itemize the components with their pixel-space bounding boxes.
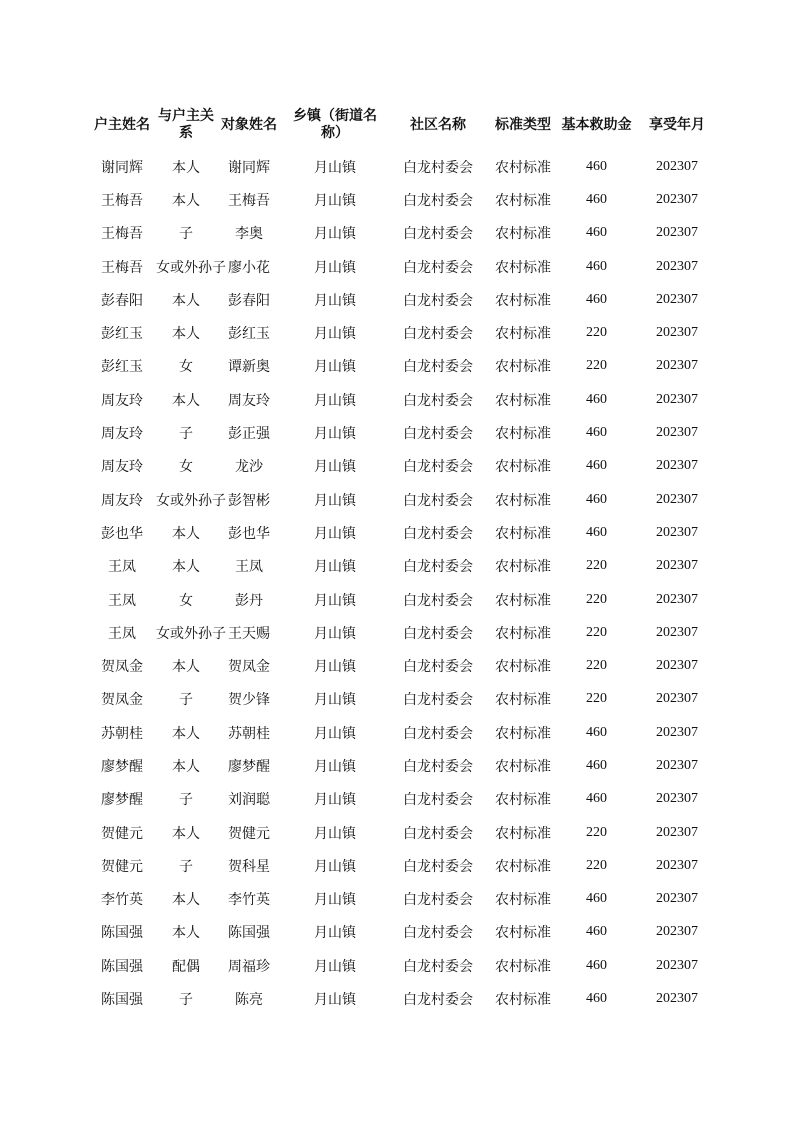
- header-period: 享受年月: [649, 116, 705, 133]
- cell-recipient-name: 贺凤金: [228, 659, 270, 676]
- cell-householder-name: 苏朝桂: [101, 725, 143, 742]
- cell-period: 202307: [656, 891, 698, 907]
- cell-community: 白龙村委会: [403, 326, 473, 343]
- cell-recipient-name: 贺少锋: [228, 692, 270, 709]
- cell-period: 202307: [656, 524, 698, 540]
- cell-period: 202307: [656, 425, 698, 441]
- table-row: [88, 350, 719, 383]
- cell-relationship: 本人: [172, 326, 200, 343]
- table-row: [88, 716, 719, 749]
- cell-recipient-name: 贺科星: [228, 858, 270, 875]
- cell-relationship: 本人: [172, 892, 200, 909]
- cell-community: 白龙村委会: [403, 226, 473, 243]
- cell-householder-name: 彭也华: [101, 525, 143, 542]
- header-community: 社区名称: [410, 116, 466, 133]
- cell-basic-relief: 220: [586, 591, 607, 607]
- cell-period: 202307: [656, 924, 698, 940]
- cell-township: 月山镇: [314, 559, 356, 576]
- cell-recipient-name: 彭也华: [228, 525, 270, 542]
- header-relationship: 与户主关系: [158, 108, 214, 141]
- cell-period: 202307: [656, 225, 698, 241]
- header-recipient-name: 对象姓名: [221, 116, 277, 133]
- cell-township: 月山镇: [314, 359, 356, 376]
- cell-community: 白龙村委会: [403, 492, 473, 509]
- cell-basic-relief: 220: [586, 558, 607, 574]
- cell-recipient-name: 彭智彬: [228, 492, 270, 509]
- cell-householder-name: 彭春阳: [101, 292, 143, 309]
- cell-township: 月山镇: [314, 992, 356, 1009]
- cell-township: 月山镇: [314, 326, 356, 343]
- cell-community: 白龙村委会: [403, 925, 473, 942]
- cell-township: 月山镇: [314, 192, 356, 209]
- cell-township: 月山镇: [314, 659, 356, 676]
- table-row: [88, 949, 719, 982]
- cell-recipient-name: 彭红玉: [228, 326, 270, 343]
- cell-recipient-name: 廖小花: [228, 259, 270, 276]
- cell-standard-type: 农村标准: [495, 725, 551, 742]
- cell-recipient-name: 苏朝桂: [228, 725, 270, 742]
- cell-relationship: 本人: [172, 159, 200, 176]
- header-standard-type: 标准类型: [495, 116, 551, 133]
- cell-period: 202307: [656, 325, 698, 341]
- cell-standard-type: 农村标准: [495, 692, 551, 709]
- table-row: [88, 916, 719, 949]
- table-row: [88, 583, 719, 616]
- cell-period: 202307: [656, 824, 698, 840]
- table-row: [88, 683, 719, 716]
- table-row: [88, 883, 719, 916]
- cell-community: 白龙村委会: [403, 259, 473, 276]
- cell-householder-name: 贺健元: [101, 825, 143, 842]
- cell-standard-type: 农村标准: [495, 992, 551, 1009]
- cell-community: 白龙村委会: [403, 292, 473, 309]
- cell-relationship: 女: [179, 359, 193, 376]
- relief-roster-table: [88, 100, 719, 1016]
- cell-recipient-name: 谢同辉: [228, 159, 270, 176]
- cell-basic-relief: 460: [586, 957, 607, 973]
- cell-standard-type: 农村标准: [495, 659, 551, 676]
- cell-basic-relief: 220: [586, 691, 607, 707]
- cell-householder-name: 贺健元: [101, 858, 143, 875]
- cell-basic-relief: 460: [586, 258, 607, 274]
- cell-basic-relief: 460: [586, 524, 607, 540]
- cell-recipient-name: 廖梦醒: [228, 758, 270, 775]
- cell-period: 202307: [656, 291, 698, 307]
- cell-period: 202307: [656, 757, 698, 773]
- cell-community: 白龙村委会: [403, 625, 473, 642]
- cell-relationship: 女或外孙子: [156, 259, 226, 276]
- table-row: [88, 250, 719, 283]
- cell-basic-relief: 460: [586, 191, 607, 207]
- cell-basic-relief: 220: [586, 658, 607, 674]
- cell-householder-name: 陈国强: [101, 925, 143, 942]
- table-row: [88, 550, 719, 583]
- cell-township: 月山镇: [314, 492, 356, 509]
- cell-relationship: 本人: [172, 559, 200, 576]
- cell-relationship: 本人: [172, 392, 200, 409]
- table-row: [88, 616, 719, 649]
- cell-township: 月山镇: [314, 692, 356, 709]
- cell-period: 202307: [656, 391, 698, 407]
- table-row: [88, 982, 719, 1015]
- cell-standard-type: 农村标准: [495, 758, 551, 775]
- cell-community: 白龙村委会: [403, 792, 473, 809]
- cell-basic-relief: 460: [586, 924, 607, 940]
- cell-township: 月山镇: [314, 825, 356, 842]
- cell-standard-type: 农村标准: [495, 559, 551, 576]
- cell-standard-type: 农村标准: [495, 192, 551, 209]
- cell-period: 202307: [656, 991, 698, 1007]
- cell-community: 白龙村委会: [403, 192, 473, 209]
- cell-standard-type: 农村标准: [495, 625, 551, 642]
- cell-basic-relief: 460: [586, 225, 607, 241]
- cell-recipient-name: 贺健元: [228, 825, 270, 842]
- cell-standard-type: 农村标准: [495, 892, 551, 909]
- cell-relationship: 本人: [172, 292, 200, 309]
- header-householder-name: 户主姓名: [94, 116, 150, 133]
- cell-community: 白龙村委会: [403, 958, 473, 975]
- cell-period: 202307: [656, 158, 698, 174]
- cell-standard-type: 农村标准: [495, 392, 551, 409]
- header-basic-relief: 基本救助金: [561, 116, 632, 133]
- cell-standard-type: 农村标准: [495, 592, 551, 609]
- cell-basic-relief: 460: [586, 158, 607, 174]
- cell-township: 月山镇: [314, 792, 356, 809]
- cell-township: 月山镇: [314, 592, 356, 609]
- cell-recipient-name: 谭新奥: [228, 359, 270, 376]
- cell-period: 202307: [656, 658, 698, 674]
- cell-relationship: 子: [179, 692, 193, 709]
- cell-relationship: 配偶: [172, 958, 200, 975]
- cell-householder-name: 王凤: [108, 625, 136, 642]
- cell-community: 白龙村委会: [403, 858, 473, 875]
- cell-recipient-name: 王凤: [235, 559, 263, 576]
- table-row: [88, 316, 719, 349]
- cell-community: 白龙村委会: [403, 725, 473, 742]
- cell-householder-name: 王梅吾: [101, 259, 143, 276]
- table-body: [88, 150, 719, 1016]
- cell-standard-type: 农村标准: [495, 492, 551, 509]
- cell-relationship: 子: [179, 426, 193, 443]
- cell-community: 白龙村委会: [403, 825, 473, 842]
- cell-basic-relief: 220: [586, 325, 607, 341]
- cell-recipient-name: 刘润聪: [228, 792, 270, 809]
- cell-township: 月山镇: [314, 226, 356, 243]
- cell-householder-name: 陈国强: [101, 958, 143, 975]
- cell-relationship: 子: [179, 858, 193, 875]
- cell-recipient-name: 王天赐: [228, 625, 270, 642]
- cell-period: 202307: [656, 791, 698, 807]
- cell-township: 月山镇: [314, 259, 356, 276]
- cell-recipient-name: 周福珍: [228, 958, 270, 975]
- table-row: [88, 217, 719, 250]
- cell-householder-name: 王梅吾: [101, 226, 143, 243]
- cell-basic-relief: 220: [586, 624, 607, 640]
- cell-township: 月山镇: [314, 159, 356, 176]
- cell-basic-relief: 460: [586, 757, 607, 773]
- cell-basic-relief: 460: [586, 724, 607, 740]
- cell-basic-relief: 460: [586, 891, 607, 907]
- cell-standard-type: 农村标准: [495, 259, 551, 276]
- cell-householder-name: 王梅吾: [101, 192, 143, 209]
- cell-period: 202307: [656, 358, 698, 374]
- cell-standard-type: 农村标准: [495, 459, 551, 476]
- cell-standard-type: 农村标准: [495, 292, 551, 309]
- cell-township: 月山镇: [314, 292, 356, 309]
- cell-township: 月山镇: [314, 426, 356, 443]
- cell-community: 白龙村委会: [403, 426, 473, 443]
- cell-period: 202307: [656, 857, 698, 873]
- cell-community: 白龙村委会: [403, 592, 473, 609]
- cell-householder-name: 陈国强: [101, 992, 143, 1009]
- cell-householder-name: 周友玲: [101, 392, 143, 409]
- cell-township: 月山镇: [314, 459, 356, 476]
- cell-township: 月山镇: [314, 858, 356, 875]
- cell-householder-name: 彭红玉: [101, 326, 143, 343]
- cell-standard-type: 农村标准: [495, 958, 551, 975]
- table-row: [88, 516, 719, 549]
- cell-householder-name: 王凤: [108, 592, 136, 609]
- cell-community: 白龙村委会: [403, 559, 473, 576]
- cell-standard-type: 农村标准: [495, 925, 551, 942]
- cell-relationship: 女或外孙子: [156, 492, 226, 509]
- cell-relationship: 本人: [172, 525, 200, 542]
- cell-householder-name: 周友玲: [101, 459, 143, 476]
- cell-basic-relief: 460: [586, 425, 607, 441]
- cell-period: 202307: [656, 724, 698, 740]
- cell-standard-type: 农村标准: [495, 159, 551, 176]
- cell-householder-name: 王凤: [108, 559, 136, 576]
- cell-community: 白龙村委会: [403, 659, 473, 676]
- cell-township: 月山镇: [314, 725, 356, 742]
- table-row: [88, 383, 719, 416]
- cell-community: 白龙村委会: [403, 159, 473, 176]
- cell-basic-relief: 460: [586, 458, 607, 474]
- cell-relationship: 本人: [172, 925, 200, 942]
- cell-recipient-name: 彭春阳: [228, 292, 270, 309]
- cell-householder-name: 周友玲: [101, 492, 143, 509]
- cell-relationship: 女: [179, 459, 193, 476]
- table-header: [88, 100, 719, 150]
- cell-township: 月山镇: [314, 958, 356, 975]
- cell-relationship: 女: [179, 592, 193, 609]
- cell-relationship: 本人: [172, 758, 200, 775]
- cell-community: 白龙村委会: [403, 692, 473, 709]
- table-row: [88, 849, 719, 882]
- cell-standard-type: 农村标准: [495, 858, 551, 875]
- cell-community: 白龙村委会: [403, 992, 473, 1009]
- cell-period: 202307: [656, 957, 698, 973]
- cell-standard-type: 农村标准: [495, 359, 551, 376]
- cell-recipient-name: 周友玲: [228, 392, 270, 409]
- cell-community: 白龙村委会: [403, 392, 473, 409]
- cell-recipient-name: 彭正强: [228, 426, 270, 443]
- cell-standard-type: 农村标准: [495, 525, 551, 542]
- table-row: [88, 783, 719, 816]
- cell-standard-type: 农村标准: [495, 825, 551, 842]
- cell-period: 202307: [656, 258, 698, 274]
- cell-relationship: 子: [179, 226, 193, 243]
- cell-period: 202307: [656, 458, 698, 474]
- cell-community: 白龙村委会: [403, 892, 473, 909]
- cell-relationship: 子: [179, 992, 193, 1009]
- cell-relationship: 本人: [172, 825, 200, 842]
- table-row: [88, 150, 719, 183]
- cell-community: 白龙村委会: [403, 758, 473, 775]
- cell-recipient-name: 龙沙: [235, 459, 263, 476]
- cell-basic-relief: 460: [586, 491, 607, 507]
- header-township: 乡镇（街道名称）: [293, 108, 377, 141]
- cell-householder-name: 彭红玉: [101, 359, 143, 376]
- cell-relationship: 本人: [172, 192, 200, 209]
- table-row: [88, 649, 719, 682]
- cell-relationship: 本人: [172, 659, 200, 676]
- table-row: [88, 450, 719, 483]
- table-row: [88, 816, 719, 849]
- table-row: [88, 283, 719, 316]
- cell-recipient-name: 王梅吾: [228, 192, 270, 209]
- cell-period: 202307: [656, 624, 698, 640]
- cell-householder-name: 贺凤金: [101, 659, 143, 676]
- table-row: [88, 749, 719, 782]
- cell-recipient-name: 李竹英: [228, 892, 270, 909]
- cell-basic-relief: 460: [586, 791, 607, 807]
- cell-householder-name: 谢同辉: [101, 159, 143, 176]
- cell-township: 月山镇: [314, 525, 356, 542]
- cell-township: 月山镇: [314, 625, 356, 642]
- cell-recipient-name: 陈国强: [228, 925, 270, 942]
- cell-standard-type: 农村标准: [495, 226, 551, 243]
- cell-basic-relief: 460: [586, 991, 607, 1007]
- cell-relationship: 女或外孙子: [156, 625, 226, 642]
- table-row: [88, 183, 719, 216]
- cell-township: 月山镇: [314, 758, 356, 775]
- cell-period: 202307: [656, 691, 698, 707]
- cell-standard-type: 农村标准: [495, 426, 551, 443]
- table-row: [88, 483, 719, 516]
- cell-township: 月山镇: [314, 892, 356, 909]
- cell-recipient-name: 李奥: [235, 226, 263, 243]
- cell-householder-name: 廖梦醒: [101, 758, 143, 775]
- cell-relationship: 本人: [172, 725, 200, 742]
- cell-householder-name: 周友玲: [101, 426, 143, 443]
- cell-householder-name: 李竹英: [101, 892, 143, 909]
- cell-township: 月山镇: [314, 392, 356, 409]
- cell-community: 白龙村委会: [403, 359, 473, 376]
- cell-householder-name: 贺凤金: [101, 692, 143, 709]
- cell-basic-relief: 220: [586, 358, 607, 374]
- cell-basic-relief: 220: [586, 857, 607, 873]
- cell-recipient-name: 彭丹: [235, 592, 263, 609]
- header-row: [88, 100, 719, 150]
- cell-recipient-name: 陈亮: [235, 992, 263, 1009]
- cell-basic-relief: 460: [586, 291, 607, 307]
- cell-period: 202307: [656, 558, 698, 574]
- cell-township: 月山镇: [314, 925, 356, 942]
- cell-period: 202307: [656, 591, 698, 607]
- cell-period: 202307: [656, 191, 698, 207]
- cell-basic-relief: 220: [586, 824, 607, 840]
- cell-relationship: 子: [179, 792, 193, 809]
- cell-standard-type: 农村标准: [495, 326, 551, 343]
- cell-period: 202307: [656, 491, 698, 507]
- table-row: [88, 416, 719, 449]
- cell-basic-relief: 460: [586, 391, 607, 407]
- cell-householder-name: 廖梦醒: [101, 792, 143, 809]
- cell-community: 白龙村委会: [403, 525, 473, 542]
- cell-community: 白龙村委会: [403, 459, 473, 476]
- cell-standard-type: 农村标准: [495, 792, 551, 809]
